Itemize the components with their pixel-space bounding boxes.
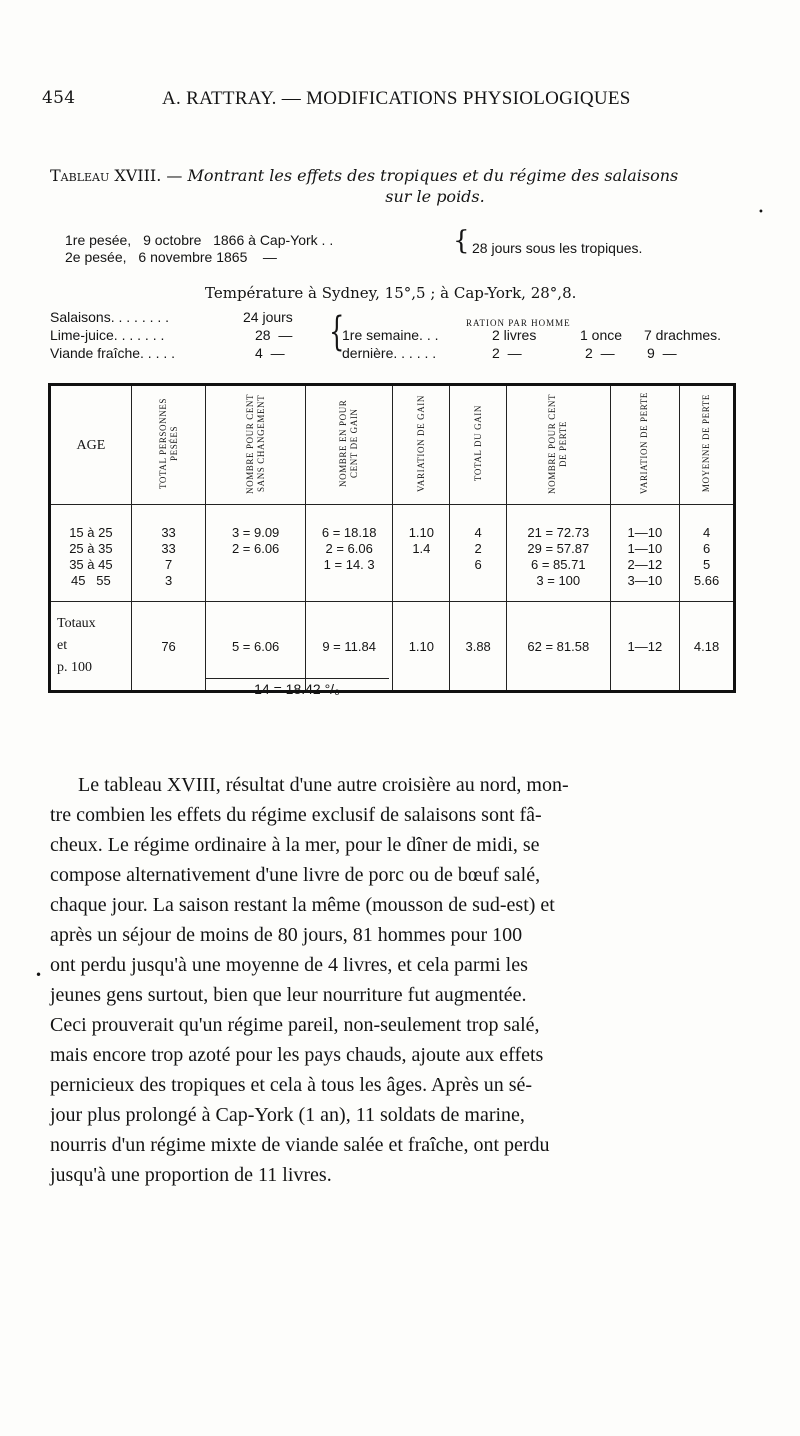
- weighing-label: 2e pesée,: [65, 249, 127, 265]
- weighing-2: [65, 249, 277, 265]
- ration-onces: 1 once: [580, 327, 623, 343]
- table-cell: 4: [450, 525, 507, 541]
- weight-table: [48, 383, 736, 693]
- text-line: compose alternativement d'une livre de porc ou de bœuf salé,: [50, 864, 541, 886]
- table-cell: 1.4: [393, 541, 450, 557]
- temperature-line: Température à Sydney, 15°,5 ; à Cap-York, 28°,8.: [205, 284, 577, 302]
- diet-days: 28 —: [255, 327, 293, 343]
- table-row: [50, 541, 735, 557]
- table-cell: 3 = 100: [507, 573, 611, 589]
- column-header: VARIATION DE PERTE: [639, 392, 650, 495]
- diet-days: 4 —: [255, 345, 285, 361]
- table-row: [50, 525, 735, 541]
- totals-label: [50, 602, 132, 692]
- margin-dot: •: [35, 968, 43, 982]
- weighing-note: 28 jours sous les tropiques.: [472, 240, 643, 256]
- brace-icon: {: [453, 226, 470, 256]
- table-cell: 3.88: [450, 602, 507, 692]
- table-cell: 5: [680, 557, 735, 573]
- table-cell: 4.18: [680, 602, 735, 692]
- table-cell: [305, 573, 393, 589]
- table-cell: 2 = 6.06: [206, 541, 305, 557]
- table-cell: 4: [680, 525, 735, 541]
- table-cell: 62 = 81.58: [507, 602, 611, 692]
- column-header: VARIATION DE GAIN: [415, 394, 426, 493]
- table-row: [50, 557, 735, 573]
- caption-dash: —: [166, 166, 183, 185]
- ration-week: 1re semaine. . .: [342, 327, 439, 343]
- ration-heading: RATION PAR HOMME: [466, 318, 571, 328]
- column-header: NOMBRE POUR CENT DE PERTE: [547, 393, 569, 494]
- table-header-row: [50, 385, 735, 505]
- table-cell: 6 = 85.71: [507, 557, 611, 573]
- caption-label: Tableau XVIII.: [50, 166, 162, 185]
- caption-line2: sur le poids.: [385, 187, 485, 206]
- ration-week: dernière. . . . . .: [342, 345, 437, 361]
- table-cell: 6: [680, 541, 735, 557]
- text-line: chaque jour. La saison restant la même (mousson de sud-est) et: [50, 894, 555, 916]
- table-cell: 3 = 9.09: [206, 525, 305, 541]
- table-cell: [393, 573, 450, 589]
- age-cell: 25 à 35: [69, 541, 113, 556]
- table-cell: 33: [131, 541, 206, 557]
- weighing-1: [65, 232, 333, 248]
- table-cell: 5 = 6.06: [206, 602, 305, 692]
- weighing-label: 1re pesée,: [65, 232, 132, 248]
- ration-livres: 2 livres: [492, 327, 537, 343]
- table-cell: 76: [131, 602, 206, 692]
- table-cell: 21 = 72.73: [507, 525, 611, 541]
- combined-total: 14 = 18.42 °/₀: [205, 678, 389, 697]
- table-cell: 6: [450, 557, 507, 573]
- table-cell: 6 = 18.18: [305, 525, 393, 541]
- table-cell: 5.66: [680, 573, 735, 589]
- column-header: AGE: [76, 437, 106, 453]
- page-number: 454: [42, 88, 76, 108]
- column-header: NOMBRE EN POUR CENT DE GAIN: [338, 399, 360, 488]
- table-cell: 9 = 11.84: [305, 602, 393, 692]
- table-cell: 7: [131, 557, 206, 573]
- diet-item: Lime-juice. . . . . . .: [50, 327, 165, 343]
- text-line: jusqu'à une proportion de 11 livres.: [50, 1164, 332, 1186]
- ration-onces: 2 —: [585, 345, 615, 361]
- age-cell: 45 55: [70, 573, 111, 588]
- diet-item: Salaisons. . . . . . . .: [50, 309, 170, 325]
- table-cell: 2 = 6.06: [305, 541, 393, 557]
- table-cell: [450, 573, 507, 589]
- table-cell: 1.10: [393, 525, 450, 541]
- column-header: TOTAL DU GAIN: [472, 405, 483, 482]
- totals-row: [50, 602, 735, 692]
- table-cell: 2—12: [610, 557, 680, 573]
- age-cell: 35 à 45: [69, 557, 113, 572]
- text-line: pernicieux des tropiques et cela à tous les âges. Après un sé-: [50, 1074, 533, 1096]
- table-cell: 1 = 14. 3: [305, 557, 393, 573]
- table-cell: 1.10: [393, 602, 450, 692]
- body-paragraph: [50, 770, 740, 1190]
- text-line: jour plus prolongé à Cap-York (1 an), 11 soldats de marine,: [50, 1104, 525, 1126]
- column-header: NOMBRE POUR CENT SANS CHANGEMENT: [244, 393, 266, 494]
- ration-drachmes: 9 —: [647, 345, 677, 361]
- table-caption: [50, 165, 740, 207]
- table-cell: 29 = 57.87: [507, 541, 611, 557]
- caption-line1: Montrant les effets des tropiques et du régime des salaisons: [187, 166, 679, 185]
- table-cell: [206, 557, 305, 573]
- ration-drachmes: 7 drachmes.: [644, 327, 722, 343]
- weighing-date: 9 octobre 1866 à Cap-York . .: [143, 232, 334, 248]
- running-title: A. RATTRAY. — MODIFICATIONS PHYSIOLOGIQUES: [162, 88, 631, 109]
- table-cell: 2: [450, 541, 507, 557]
- text-line: mais encore trop azoté pour les pays chauds, ajoute aux effets: [50, 1044, 544, 1066]
- column-header: MOYENNE DE PERTE: [701, 394, 712, 493]
- text-line: ont perdu jusqu'à une moyenne de 4 livres, et cela parmi les: [50, 954, 528, 976]
- table-cell: 1—12: [610, 602, 680, 692]
- text-line: après un séjour de moins de 80 jours, 81 hommes pour 100: [50, 924, 523, 946]
- diet-days: 24 jours: [243, 309, 293, 325]
- table-cell: 33: [131, 525, 206, 541]
- brace-icon: {: [329, 309, 345, 355]
- diet-item: Viande fraîche. . . . .: [50, 345, 176, 361]
- table-cell: 3: [131, 573, 206, 589]
- totals-label-line: Totaux: [57, 616, 96, 631]
- text-line: Le tableau XVIII, résultat d'une autre croisière au nord, mon-: [78, 774, 569, 796]
- text-line: Ceci prouverait qu'un régime pareil, non-seulement trop salé,: [50, 1014, 540, 1036]
- table-cell: 3—10: [610, 573, 680, 589]
- age-cell: 15 à 25: [69, 525, 113, 540]
- column-header: TOTAL PERSONNES PESÉES: [157, 397, 179, 490]
- table-cell: 1—10: [610, 541, 680, 557]
- margin-dot: •: [758, 207, 764, 218]
- text-line: jeunes gens surtout, bien que leur nourriture fut augmentée.: [50, 984, 527, 1006]
- text-line: nourris d'un régime mixte de viande salée et fraîche, ont perdu: [50, 1134, 550, 1156]
- table-cell: [393, 557, 450, 573]
- table-cell: [206, 573, 305, 589]
- table-row: [50, 573, 735, 589]
- totals-label-line: p. 100: [57, 660, 92, 675]
- totals-label-line: et: [57, 638, 68, 653]
- weighing-date: 6 novembre 1865 —: [138, 249, 277, 265]
- text-line: tre combien les effets du régime exclusif de salaisons sont fâ-: [50, 804, 542, 826]
- text-line: cheux. Le régime ordinaire à la mer, pour le dîner de midi, se: [50, 834, 540, 856]
- ration-livres: 2 —: [492, 345, 522, 361]
- table-cell: 1—10: [610, 525, 680, 541]
